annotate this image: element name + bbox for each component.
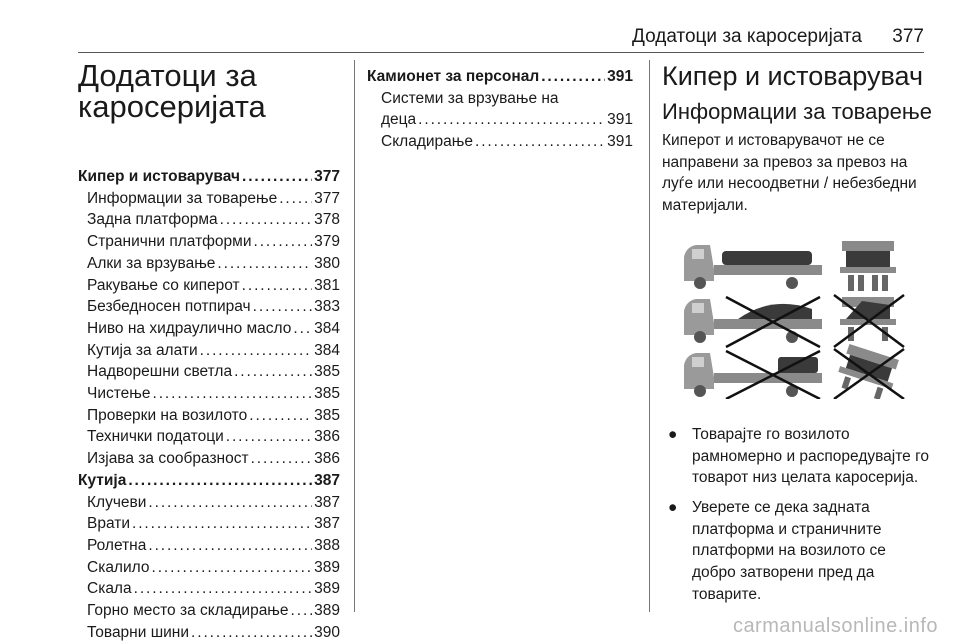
toc-entry-section[interactable] [78,166,340,188]
truck-rear-overloaded [834,295,904,347]
truck-side-overloaded [684,297,822,347]
toc-entry-page: 377 [314,168,340,185]
toc-entry-label: Странични платформи [87,233,252,251]
toc-leader-dots [541,66,605,88]
header-rule [78,52,924,53]
toc-leader-dots [200,340,312,362]
toc-entry-page: 386 [314,428,340,446]
toc-leader-dots [234,361,312,383]
bullet-item [662,424,932,489]
bullet-item [662,497,932,606]
toc-entry-page: 384 [314,319,340,337]
toc-entry-label: Надворешни светла [87,363,233,381]
intro-paragraph: Киперот и истоварувачот не се направени за превоз за превоз на луѓе или несоодветни / небезбедни материјали. [662,132,917,215]
toc-entry-page: 383 [314,298,340,316]
truck-rear-tilted [834,343,904,399]
loading-illustration [682,239,910,399]
toc-entry-page: 391 [607,111,633,129]
toc-entry-label: Скала [87,580,132,598]
toc-leader-dots [128,470,312,492]
toc-entry-page: 389 [314,602,340,620]
toc-leader-dots [279,188,312,210]
toc-entry[interactable] [78,209,340,231]
bullet-dot-icon: ● [668,498,678,516]
bullet-list [662,424,932,606]
toc-entry-label: Ролетна [87,536,147,554]
toc-entry[interactable] [78,492,340,514]
toc-entry[interactable] [78,340,340,362]
toc-entry[interactable] [78,231,340,253]
toc-leader-dots [226,426,312,448]
toc-entry-label: Складирање [381,133,473,151]
toc-entry-page: 379 [314,233,340,251]
toc-entry-page: 391 [607,68,633,85]
toc-entry-page: 378 [314,211,340,229]
column-divider-right [649,60,650,612]
toc-leader-dots [242,166,312,188]
column-divider-left [354,60,355,612]
bullet-text: Товарајте го возилото рамномерно и распоредувајте го товарот низ целата каросерија. [692,425,930,487]
toc-entry-label-wrapped[interactable]: Системи за врзување на [381,89,559,107]
toc-entry-section[interactable] [78,470,340,492]
toc-entry-page: 389 [314,580,340,598]
toc-entry[interactable] [78,275,340,297]
toc-entry-label: Ракување со киперот [87,276,240,294]
toc-entry[interactable] [78,188,340,210]
toc-entry[interactable] [78,448,340,470]
toc-leader-dots [249,405,312,427]
toc-entry-page: 388 [314,536,340,554]
toc-entry[interactable] [78,253,340,275]
toc-entry[interactable] [78,535,340,557]
toc-entry-label: Товарни шини [87,623,190,641]
toc-entry-label: Камионет за персонал [367,68,540,85]
toc-leader-dots [253,231,312,253]
page-number: 377 [892,26,924,47]
toc-leader-dots [251,448,313,470]
truck-side-correct [684,245,822,289]
toc-entry-continuation[interactable] [367,109,633,131]
toc-entry-page: 387 [314,493,340,511]
toc-entry-label: Клучеви [87,493,147,511]
toc-entry-label: Кутија [78,471,127,489]
toc-entry-page: 389 [314,558,340,576]
running-title: Додатоци за каросеријата [632,26,862,47]
chapter-title-line-1: Додатоци за [78,58,257,93]
toc-entry[interactable] [367,131,633,153]
toc-leader-dots [148,535,312,557]
toc-entry[interactable] [78,513,340,535]
toc-entry-section[interactable] [367,66,633,88]
toc-entry[interactable] [78,600,340,622]
truck-side-uneven [684,351,822,399]
toc-column-right [367,66,633,153]
toc-entry-label: Врати [87,515,130,533]
toc-entry-label: деца [381,111,417,129]
toc-leader-dots [475,131,605,153]
toc-entry-label: Изјава за сообразност [87,450,249,468]
toc-entry[interactable] [78,383,340,405]
toc-entry[interactable] [78,361,340,383]
toc-leader-dots [253,296,312,318]
watermark: carmanualsonline.info [732,615,938,637]
toc-leader-dots [418,109,605,131]
toc-entry-page: 380 [314,254,340,272]
toc-entry[interactable] [78,557,340,579]
toc-entry-page: 390 [314,623,340,641]
toc-entry-label: Проверки на возилото [87,406,248,424]
toc-leader-dots [148,492,312,514]
toc-leader-dots [132,513,312,535]
toc-entry-label: Скалило [87,558,150,576]
toc-entry-label: Горно место за складирање [87,602,289,620]
toc-entry-page: 391 [607,133,633,151]
toc-entry-page: 385 [314,385,340,403]
toc-entry-label: Алки за врзување [87,254,216,272]
toc-column-left [78,60,340,642]
toc-entry[interactable] [78,318,340,340]
toc-entry-label: Чистење [87,385,151,403]
chapter-title [78,60,340,122]
truck-rear-correct [840,241,896,291]
toc-entry-label: Задна платформа [87,211,218,229]
toc-entry-page: 387 [314,515,340,533]
toc-leader-dots [293,318,312,340]
chapter-title-line-2: каросеријата [78,89,266,124]
section-title: Кипер и истоварувач [662,61,924,91]
toc-entry-label: Кипер и истоварувач [78,168,240,185]
toc-entry-label: Безбедносен потпирач [87,298,251,316]
toc-list [78,166,340,642]
toc-leader-dots [151,557,312,579]
toc-leader-dots [291,600,313,622]
toc-leader-dots [191,622,312,642]
toc-leader-dots [217,253,312,275]
toc-entry-page: 384 [314,341,340,359]
body-column [662,60,932,613]
toc-entry-label: Кутија за алати [87,341,198,359]
toc-entry[interactable] [78,296,340,318]
toc-entry-page: 387 [314,471,340,489]
toc-leader-dots [220,209,313,231]
toc-entry-page: 377 [314,189,340,207]
toc-entry[interactable] [78,578,340,600]
toc-entry-page: 385 [314,363,340,381]
toc-entry-label: Технички податоци [87,428,224,446]
toc-entry-label: Информации за товарење [87,189,278,207]
toc-leader-dots [153,383,313,405]
toc-entry-page: 386 [314,450,340,468]
running-header [78,26,924,52]
bullet-text: Уверете се дека задната платформа и страничните платформи на возилото се добро затворени пред да товарите. [692,498,886,603]
subsection-title: Информации за товарење [662,99,932,124]
toc-entry[interactable] [78,426,340,448]
toc-leader-dots [242,275,312,297]
toc-entry[interactable] [78,405,340,427]
toc-entry-page: 381 [314,276,340,294]
toc-entry-page: 385 [314,406,340,424]
bullet-dot-icon: ● [668,425,678,443]
toc-entry-label: Ниво на хидраулично масло [87,319,292,337]
toc-leader-dots [134,578,313,600]
toc-entry[interactable] [78,622,340,642]
